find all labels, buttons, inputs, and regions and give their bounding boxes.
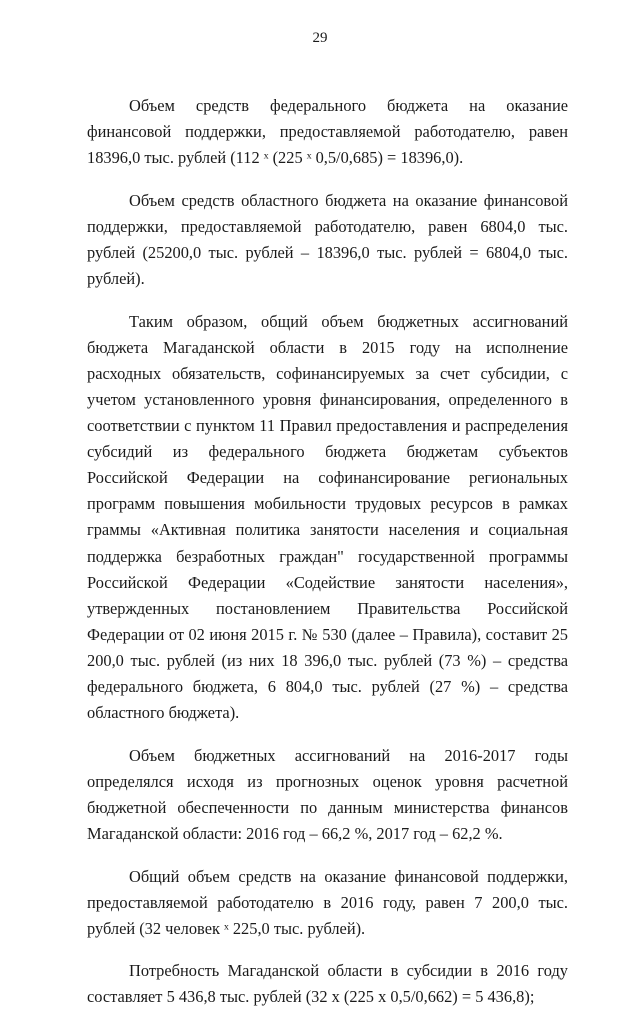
paragraph-regional-budget: Объем средств областного бюджета на оказание финансовой поддержки, предоставляемой работодателю, равен 6804,0 тыс. рублей (25200,0 тыс. рублей – 18396,0 тыс. рублей = 6804,0 тыс. рублей). <box>87 190 568 289</box>
paragraph-total-support-2016: Общий объем средств на оказание финансовой поддержки, предоставляемой работодателю в 2016 году, равен 7 200,0 тыс. рублей (32 человек ˣ 225,0 тыс. рублей). <box>87 866 568 938</box>
paragraph-allocations-2016-2017: Объем бюджетных ассигнований на 2016-2017 годы определялся исходя из прогнозных оценок уровня расчетной бюджетной обеспеченности по данным министерства финансов Магаданской области: 2016 год – 66,2 %, 2017 год – 62,2 %. <box>87 745 568 843</box>
paragraph-federal-budget: Объем средств федерального бюджета на оказание финансовой поддержки, предоставляемой работодателю, равен 18396,0 тыс. рублей (112 ˣ (225 ˣ 0,5/0,685) = 18396,0). <box>87 96 568 168</box>
document-body <box>87 93 568 1027</box>
paragraph-subsidy-need-2016: Потребность Магаданской области в субсидии в 2016 году составляет 5 436,8 тыс. рублей (32 х (225 х 0,5/0,662) = 5 436,8); <box>87 961 568 1007</box>
page-number: 29 <box>312 30 328 46</box>
paragraph-total-allocations-2015: Таким образом, общий объем бюджетных ассигнований бюджета Магаданской области в 2015 году на исполнение расходных обязательств, софинансируемых за счет субсидии, с учетом установленного уровня финансирования, определенного в соответствии с пунктом 11 Правил предоставления и распределения субсидий из федерального бюджета бюджетам субъектов Российской Федерации на софинансирование региональных программ повышения мобильности трудовых ресурсов в рамках граммы «Активная политика занятости населения и социальная поддержка безработных граждан" государственной программы Российской Федерации «Содействие занятости населения», утвержденных постановлением Правительства Российской Федерации от 02 июня 2015 г. № 530 (далее – Правила), составит 25 200,0 тыс. рублей (из них 18 396,0 тыс. рублей (73 %) – средства федерального бюджета, 6 804,0 тыс. рублей (27 %) – средства областного бюджета). <box>87 311 568 723</box>
